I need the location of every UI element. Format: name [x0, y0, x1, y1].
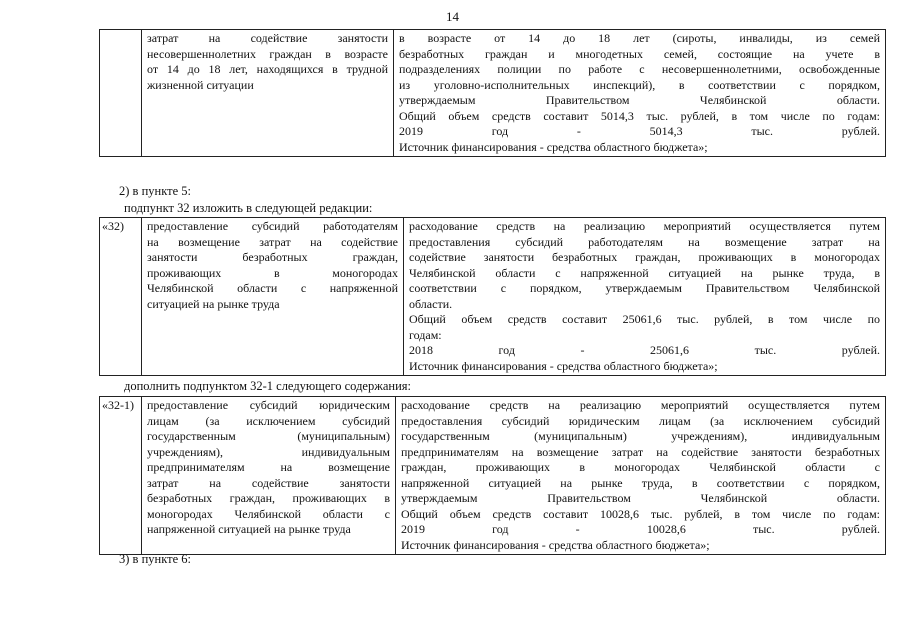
- measure-description-cell: [394, 30, 886, 157]
- text-line: ситуацией на рынке труда: [147, 296, 280, 311]
- text-line: из уголовно-исполнительных инспекций), в соответствии с порядком,: [399, 77, 880, 92]
- text-line: области.: [409, 296, 453, 311]
- subitem-number-cell: «32): [100, 218, 142, 376]
- measure-name-cell: [142, 218, 404, 376]
- paragraph-subitem-32-1-intro: дополнить подпунктом 32-1 следующего содержания:: [124, 379, 412, 393]
- table-row: [100, 397, 886, 555]
- text-line: моногородах Челябинской области с: [147, 506, 390, 521]
- text-line: безработных граждан, проживающих в: [147, 491, 390, 505]
- page-number: 14: [446, 9, 459, 24]
- paragraph-item-3: 3) в пункте 6:: [119, 552, 191, 566]
- text-line: Челябинской области с напряженной: [147, 281, 398, 295]
- text-line: 2019 год - 10028,6 тыс. рублей.: [401, 522, 880, 536]
- text-line: на возмещение затрат на содействие: [147, 234, 398, 249]
- text-line: Челябинской области с напряженной ситуацией на рынке труда, в: [409, 265, 880, 280]
- text-line: 2019 год - 5014,3 тыс. рублей.: [399, 124, 880, 138]
- text-line: напряженной ситуацией на рынке труда, в соответствии с порядком,: [401, 475, 880, 490]
- table-subitem-32-1: [99, 396, 886, 555]
- text-line: Источник финансирования - средства областного бюджета»;: [399, 139, 708, 154]
- text-line: несовершеннолетних граждан в возрасте: [147, 46, 388, 61]
- paragraph-item-2: 2) в пункте 5:: [119, 184, 191, 198]
- text-line: от 14 до 18 лет, находящихся в трудной: [147, 62, 388, 76]
- text-line: расходование средств на реализацию мероприятий осуществляется путем: [401, 398, 880, 412]
- text-line: затрат на содействие занятости: [147, 31, 388, 45]
- text-line: Источник финансирования - средства областного бюджета»;: [401, 537, 710, 552]
- text-line: утверждаемым Правительством Челябинской области.: [401, 491, 880, 505]
- measure-description-cell: [404, 218, 886, 376]
- text-line: Общий объем средств составит 25061,6 тыс. рублей, в том числе по: [409, 312, 880, 326]
- measure-name-cell: [142, 30, 394, 157]
- subitem-number-cell: [100, 30, 142, 157]
- table-subitem-32: [99, 217, 886, 376]
- text-line: расходование средств на реализацию мероприятий осуществляется путем: [409, 219, 880, 233]
- text-line: содействие занятости безработных граждан, проживающих в моногородах: [409, 250, 880, 264]
- text-line: лицам (за исключением субсидий: [147, 413, 390, 428]
- text-line: граждан, проживающих в моногородах Челябинской области с: [401, 460, 880, 474]
- text-line: предпринимателям на возмещение: [147, 460, 390, 474]
- paragraph-subitem-32-intro: подпункт 32 изложить в следующей редакции:: [124, 201, 373, 215]
- table-subitem-continuation: [99, 29, 886, 157]
- text-line: государственным (муниципальным): [147, 429, 390, 443]
- text-line: в возрасте от 14 до 18 лет (сироты, инвалиды, из семей: [399, 31, 880, 45]
- text-line: Общий объем средств составит 5014,3 тыс. рублей, в том числе по годам:: [399, 108, 880, 123]
- text-line: 2018 год - 25061,6 тыс. рублей.: [409, 343, 880, 357]
- text-line: годам:: [409, 327, 442, 342]
- text-line: подразделениях полиции по работе с несовершеннолетними, освобожденные: [399, 62, 880, 76]
- text-line: утверждаемым Правительством Челябинской области.: [399, 93, 880, 107]
- text-line: Источник финансирования - средства областного бюджета»;: [409, 358, 718, 373]
- subitem-number-cell: «32-1): [100, 397, 142, 555]
- text-line: жизненной ситуации: [147, 77, 254, 92]
- text-line: Общий объем средств составит 10028,6 тыс. рублей, в том числе по годам:: [401, 506, 880, 521]
- text-line: занятости безработных граждан,: [147, 250, 398, 264]
- text-line: безработных граждан и многодетных семей, состоящие на учете в: [399, 46, 880, 61]
- text-line: предоставления субсидий юридическим лицам (за исключением субсидий: [401, 413, 880, 428]
- text-line: государственным (муниципальным) учреждениям), индивидуальным: [401, 429, 880, 443]
- table-row: [100, 30, 886, 157]
- text-line: напряженной ситуацией на рынке труда: [147, 522, 351, 536]
- text-line: предпринимателям на возмещение затрат на содействие занятости безработных: [401, 444, 880, 459]
- table-row: [100, 218, 886, 376]
- measure-description-cell: [396, 397, 886, 555]
- measure-name-cell: [142, 397, 396, 555]
- text-line: предоставления субсидий работодателям на возмещение затрат на: [409, 234, 880, 249]
- text-line: затрат на содействие занятости: [147, 475, 390, 490]
- text-line: учреждениям), индивидуальным: [147, 444, 390, 459]
- text-line: предоставление субсидий юридическим: [147, 398, 390, 412]
- text-line: предоставление субсидий работодателям: [147, 219, 398, 233]
- text-line: проживающих в моногородах: [147, 265, 398, 280]
- text-line: соответствии с порядком, утверждаемым Правительством Челябинской: [409, 281, 880, 295]
